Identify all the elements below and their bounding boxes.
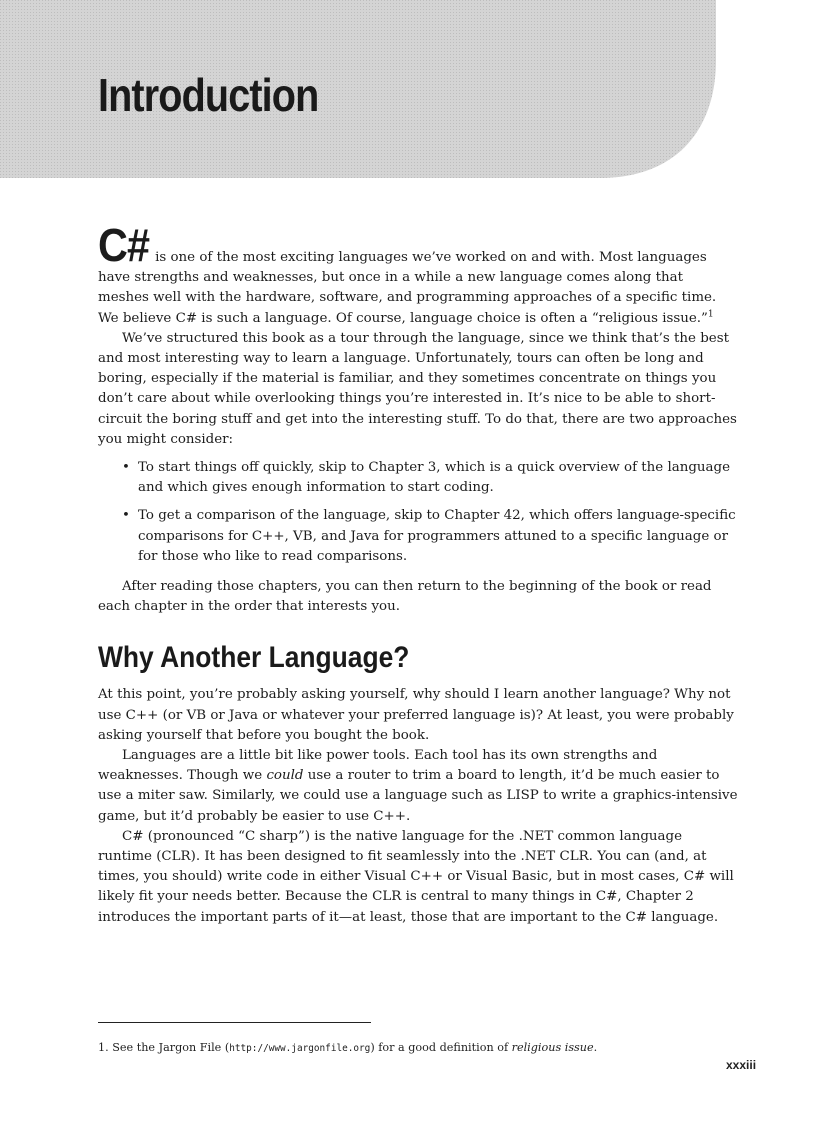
chapter-title: Introduction bbox=[98, 69, 319, 121]
section-heading: Why Another Language? bbox=[98, 641, 410, 675]
approach-list bbox=[98, 458, 738, 567]
section-paragraph-3: C# (pronounced “C sharp”) is the native language for the .NET common language runtime (CLR). It has been designed to fit seamlessly into the .NET CLR. You can (and, at times, you should) write code in either Visual C++ or Visual Basic, but in most cases, C# will likely fit your needs better. Because the CLR is central to many things in C#, Chapter 2 introduces the important parts of it—at least, those that are important to the C# language. bbox=[98, 828, 734, 925]
footnote-link[interactable]: http://www.jargonfile.org bbox=[229, 1043, 371, 1054]
section-paragraph-2: Languages are a little bit like power tools. Each tool has its own strengths and weaknesses. Though we could use a router to trim a board to length, it’d be much easier to use a miter saw. Similarly, we could use a language such as LISP to write a graphics-intensive game, but it’d probably be easier to use C++. bbox=[98, 748, 738, 824]
footnote-divider bbox=[98, 1022, 371, 1023]
intro-paragraph-3: After reading those chapters, you can then return to the beginning of the book or read each chapter in the order that interests you. bbox=[98, 579, 712, 615]
footnote: 1. See the Jargon File (http://www.jargonfile.org) for a good definition of religious issue. bbox=[98, 1041, 598, 1054]
intro-paragraph-1: C# is one of the most exciting languages we’ve worked on and with. Most languages have strengths and weaknesses, but once in a while a new language comes along that meshes well with the hardware, software, and programming approaches of a specific time. We believe C# is such a language. Of course, language choice is often a “religious issue.”$^1$ bbox=[98, 219, 717, 326]
footnote-marker: 1. bbox=[98, 1041, 109, 1054]
list-item: • To get a comparison of the language, skip to Chapter 42, which offers language-specific comparisons for C++, VB, and Java for programmers attuned to a specific language or for those who like to read comparisons. bbox=[138, 506, 738, 567]
list-item: • To start things off quickly, skip to Chapter 3, which is a quick overview of the language and which gives enough information to start coding. bbox=[138, 458, 738, 498]
page-number: xxxiii bbox=[726, 1058, 757, 1072]
main-content bbox=[98, 219, 738, 928]
section-paragraph-1: At this point, you’re probably asking yourself, why should I learn another language? Why not use C++ (or VB or Java or whatever your preferred language is)? At least, you were probably asking yourself that before you bought the book. bbox=[98, 687, 734, 743]
footnote-reference[interactable]: 1 bbox=[707, 309, 714, 320]
drop-cap: C# bbox=[98, 219, 150, 271]
intro-paragraph-2: We’ve structured this book as a tour through the language, since we think that’s the best and most interesting way to learn a language. Unfortunately, tours can often be long and boring, especially if the material is familiar, and they sometimes concentrate on things you don’t care about while overlooking things you’re interested in. It’s nice to be able to short-circuit the boring stuff and get into the interesting stuff. To do that, there are two approaches you might consider: bbox=[98, 330, 737, 447]
